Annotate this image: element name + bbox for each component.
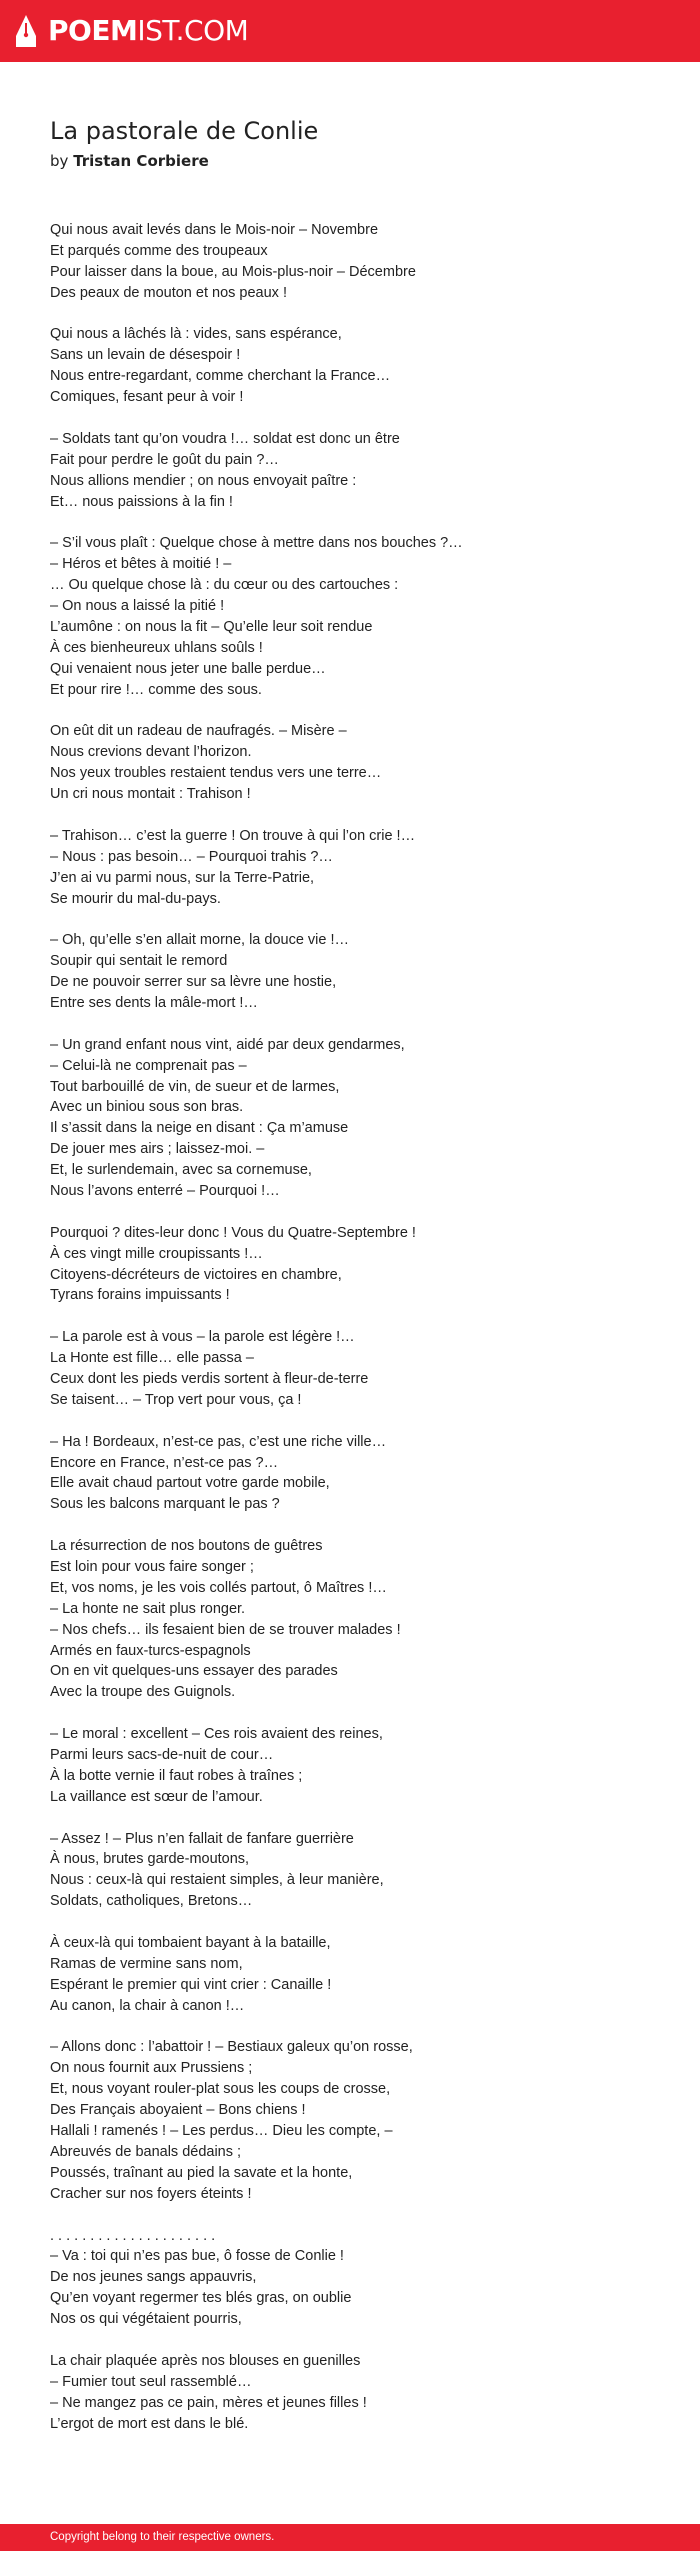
poem-line: La Honte est fille… elle passa –	[50, 1350, 254, 1367]
logo-bold-text: POEM	[48, 14, 138, 47]
poem-line: J’en ai vu parmi nous, sur la Terre-Patrie,	[50, 869, 315, 886]
byline-prefix: by	[50, 152, 69, 170]
poem-stanza	[50, 1536, 463, 1703]
poem-line: Citoyens-décréteurs de victoires en chambre,	[50, 1266, 342, 1283]
poem-line: – Un grand enfant nous vint, aidé par deux gendarmes,	[50, 1036, 405, 1053]
poem-line: À ceux-là qui tombaient bayant à la bataille,	[50, 1935, 331, 1952]
poem-line: On en vit quelques-uns essayer des parades	[50, 1663, 338, 1680]
poem-line: Soupir qui sentait le remord	[50, 953, 228, 970]
poem-line: Et pour rire !… comme des sous.	[50, 681, 262, 698]
poem-line: Nous l’avons enterré – Pourquoi !…	[50, 1182, 280, 1199]
poem-line: Abreuvés de banals dédains ;	[50, 2143, 242, 2160]
poem-stanza	[50, 1223, 463, 1307]
poem-line: Poussés, traînant au pied la savate et la honte,	[50, 2164, 353, 2181]
poem-stanza	[50, 2226, 463, 2330]
poem-stanza	[50, 2037, 463, 2204]
poem-line: Et… nous paissions à la fin !	[50, 493, 233, 510]
poem-line: – La parole est à vous – la parole est légère !…	[50, 1329, 355, 1346]
poem-stanza	[50, 1933, 463, 2017]
poem-stanza	[50, 1327, 463, 1411]
poem-line: Fait pour perdre le goût du pain ?…	[50, 451, 279, 468]
poem-line: – Héros et bêtes à moitié ! –	[50, 556, 232, 573]
poem-line: Et, nous voyant rouler-plat sous les coups de crosse,	[50, 2081, 391, 2098]
site-logo-link[interactable]	[48, 13, 248, 49]
poem-line: Nous entre-regardant, comme cherchant la France…	[50, 368, 391, 385]
poem-line: Pour laisser dans la boue, au Mois-plus-noir – Décembre	[50, 263, 416, 280]
poem-line: Nos yeux troubles restaient tendus vers une terre…	[50, 765, 382, 782]
poem-line: On nous fournit aux Prussiens ;	[50, 2060, 253, 2077]
poem-line: Se mourir du mal-du-pays.	[50, 890, 221, 907]
poem-stanza	[50, 826, 463, 910]
poem-line: Un cri nous montait : Trahison !	[50, 786, 251, 803]
poem-stanza	[50, 721, 463, 805]
pen-nib-icon	[14, 14, 38, 48]
poem-stanza	[50, 1829, 463, 1913]
poem-stanza	[50, 220, 463, 304]
poem-line: Il s’assit dans la neige en disant : Ça m’amuse	[50, 1120, 349, 1137]
poem-line: La vaillance est sœur de l’amour.	[50, 1788, 263, 1805]
poem-line: – Nos chefs… ils fesaient bien de se trouver malades !	[50, 1621, 401, 1638]
poem-line: – Allons donc : l’abattoir ! – Bestiaux galeux qu’on rosse,	[50, 2039, 413, 2056]
site-header	[0, 0, 700, 62]
poem-line: – Va : toi qui n’es pas bue, ô fosse de Conlie !	[50, 2248, 344, 2265]
poem-line: Ceux dont les pieds verdis sortent à fleur-de-terre	[50, 1370, 369, 1387]
poem-line: Qu’en voyant regermer tes blés gras, on oublie	[50, 2290, 352, 2307]
poem-line: Au canon, la chair à canon !…	[50, 1997, 245, 2014]
poem-line: Sous les balcons marquant le pas ?	[50, 1496, 280, 1513]
poem-line: La résurrection de nos boutons de guêtres	[50, 1538, 323, 1555]
poem-line: À ces vingt mille croupissants !…	[50, 1245, 263, 1262]
poem-stanza	[50, 930, 463, 1014]
copyright-text: Copyright belong to their respective owners.	[50, 2531, 275, 2543]
poem-line: Avec la troupe des Guignols.	[50, 1684, 236, 1701]
poem-line: Avec un biniou sous son bras.	[50, 1099, 244, 1116]
poem-line: – La honte ne sait plus ronger.	[50, 1600, 246, 1617]
poem-line: Tyrans forains impuissants !	[50, 1287, 230, 1304]
poem-line: La chair plaquée après nos blouses en guenilles	[50, 2352, 361, 2369]
poem-line: – On nous a laissé la pitié !	[50, 598, 225, 615]
poem-line: Et parqués comme des troupeaux	[50, 242, 268, 259]
poem-line: – Trahison… c’est la guerre ! On trouve à qui l’on crie !…	[50, 827, 416, 844]
poem-line: – Nous : pas besoin… – Pourquoi trahis ?…	[50, 848, 333, 865]
poem-stanza	[50, 324, 463, 408]
poem-line: Qui nous a lâchés là : vides, sans espérance,	[50, 326, 342, 343]
logo-light-text: IST.COM	[137, 14, 249, 47]
poem-stanza	[50, 2351, 463, 2435]
poem-line: Nous crevions devant l’horizon.	[50, 744, 252, 761]
poem-line: À ces bienheureux uhlans soûls !	[50, 639, 263, 656]
poem-line: Pourquoi ? dites-leur donc ! Vous du Quatre-Septembre !	[50, 1224, 416, 1241]
poem-line: Tout barbouillé de vin, de sueur et de larmes,	[50, 1078, 340, 1095]
poem-line: … Ou quelque chose là : du cœur ou des cartouches :	[50, 577, 399, 594]
poem-line: – Fumier tout seul rassemblé…	[50, 2373, 252, 2390]
poem-line: Qui venaient nous jeter une balle perdue…	[50, 660, 326, 677]
poem-line: – Le moral : excellent – Ces rois avaient des reines,	[50, 1726, 383, 1743]
poem-body	[50, 220, 463, 2455]
author-name: Tristan Corbiere	[73, 152, 209, 170]
poem-stanza	[50, 1724, 463, 1808]
poem-line: On eût dit un radeau de naufragés. – Misère –	[50, 723, 347, 740]
poem-line: L’aumône : on nous la fit – Qu’elle leur soit rendue	[50, 618, 373, 635]
poem-line: Qui nous avait levés dans le Mois-noir – Novembre	[50, 222, 379, 238]
poem-line: À nous, brutes garde-moutons,	[50, 1851, 250, 1868]
poem-line: – Ne mangez pas ce pain, mères et jeunes filles !	[50, 2394, 367, 2411]
poem-line: Soldats, catholiques, Bretons…	[50, 1893, 253, 1910]
poem-line: – Soldats tant qu’on voudra !… soldat est donc un être	[50, 430, 400, 447]
poem-title: La pastorale de Conlie	[50, 117, 319, 145]
poem-line: De ne pouvoir serrer sur sa lèvre une hostie,	[50, 974, 337, 991]
poem-line: – S’il vous plaît : Quelque chose à mettre dans nos bouches ?…	[50, 535, 463, 552]
poem-line: Cracher sur nos foyers éteints !	[50, 2185, 252, 2202]
poem-line: Comiques, fesant peur à voir !	[50, 389, 244, 406]
poem-line: Des peaux de mouton et nos peaux !	[50, 284, 287, 301]
poem-line: Ramas de vermine sans nom,	[50, 1955, 243, 1972]
poem-line: Nous : ceux-là qui restaient simples, à leur manière,	[50, 1872, 384, 1889]
byline	[50, 151, 209, 171]
poem-stanza	[50, 1035, 463, 1202]
poem-stanza	[50, 1432, 463, 1516]
poem-line: De nos jeunes sangs appauvris,	[50, 2269, 257, 2286]
poem-line: Se taisent… – Trop vert pour vous, ça !	[50, 1391, 302, 1408]
poem-line: Elle avait chaud partout votre garde mobile,	[50, 1475, 330, 1492]
poem-line: Entre ses dents la mâle-mort !…	[50, 994, 258, 1011]
poem-line: Nos os qui végétaient pourris,	[50, 2311, 242, 2328]
poem-line: – Assez ! – Plus n’en fallait de fanfare guerrière	[50, 1830, 354, 1847]
poem-stanza	[50, 429, 463, 513]
site-footer	[0, 2524, 700, 2551]
poem-line: De jouer mes airs ; laissez-moi. –	[50, 1141, 265, 1158]
poem-line: Des Français aboyaient – Bons chiens !	[50, 2102, 306, 2119]
poem-line: Est loin pour vous faire songer ;	[50, 1559, 254, 1575]
poem-line: Encore en France, n’est-ce pas ?…	[50, 1454, 279, 1471]
poem-stanza	[50, 533, 463, 700]
poem-line: Hallali ! ramenés ! – Les perdus… Dieu les compte, –	[50, 2123, 393, 2140]
poem-line: . . . . . . . . . . . . . . . . . . . . .	[50, 2227, 216, 2244]
poem-line: Sans un levain de désespoir !	[50, 347, 241, 364]
poem-line: À la botte vernie il faut robes à traînes ;	[50, 1767, 303, 1784]
poem-line: Et, vos noms, je les vois collés partout, ô Maîtres !…	[50, 1579, 387, 1596]
poem-line: – Oh, qu’elle s’en allait morne, la douce vie !…	[50, 932, 350, 949]
poem-line: – Celui-là ne comprenait pas –	[50, 1057, 247, 1074]
poem-line: Parmi leurs sacs-de-nuit de cour…	[50, 1747, 274, 1764]
poem-line: Espérant le premier qui vint crier : Canaille !	[50, 1976, 332, 1993]
poem-line: Nous allions mendier ; on nous envoyait paître :	[50, 472, 357, 489]
poem-line: Et, le surlendemain, avec sa cornemuse,	[50, 1162, 312, 1179]
poem-line: L’ergot de mort est dans le blé.	[50, 2415, 249, 2432]
poem-line: Armés en faux-turcs-espagnols	[50, 1642, 251, 1659]
poem-line: – Ha ! Bordeaux, n’est-ce pas, c’est une riche ville…	[50, 1433, 387, 1450]
